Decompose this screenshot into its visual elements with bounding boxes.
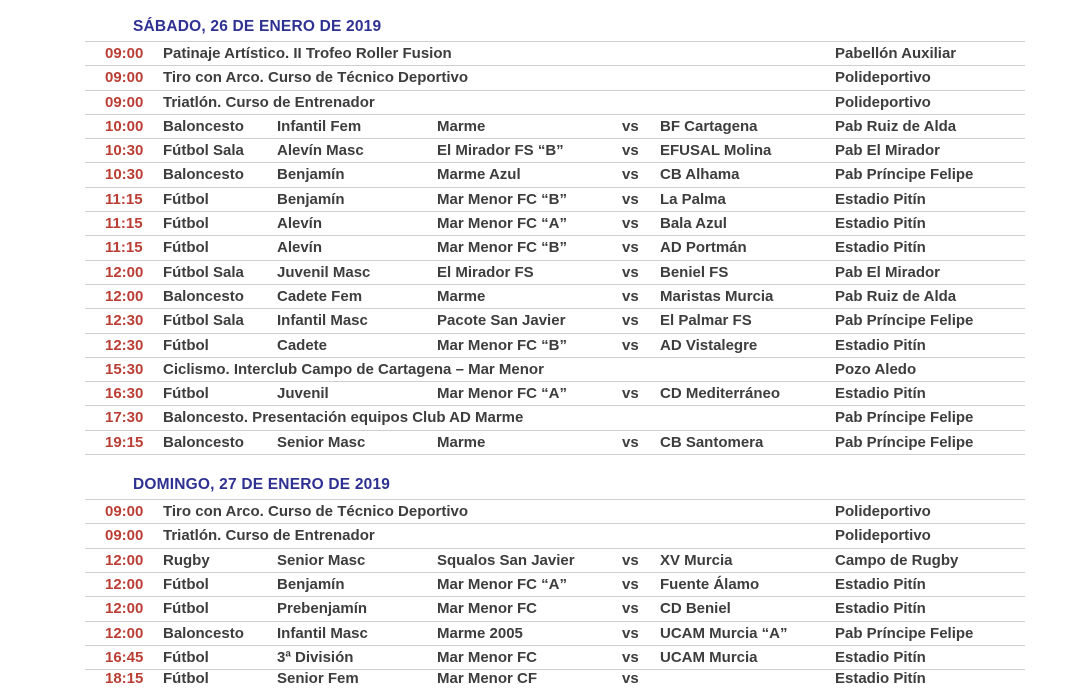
schedule-row: [85, 334, 1025, 358]
row-home-team: Mar Menor FC: [437, 648, 538, 666]
row-venue: Pab El Mirador: [835, 263, 941, 281]
row-home-team: Mar Menor FC “A”: [437, 215, 568, 233]
schedule-row: [85, 212, 1025, 236]
schedule-row: [85, 597, 1025, 621]
row-venue: Polideportivo: [835, 93, 931, 111]
section-rows: [85, 41, 1025, 455]
row-venue: Pab Ruiz de Alda: [835, 287, 957, 305]
row-away-team: CD Mediterráneo: [660, 385, 781, 403]
row-away-team: XV Murcia: [660, 551, 733, 569]
row-home-team: Mar Menor FC “A”: [437, 575, 568, 593]
row-away-team: CB Alhama: [660, 166, 740, 184]
row-sport: Fútbol: [163, 385, 209, 403]
section-rows: [85, 499, 1025, 693]
row-venue: Estadio Pitín: [835, 190, 926, 208]
schedule-row: [85, 573, 1025, 597]
row-time: 12:00: [105, 287, 144, 305]
row-venue: Pab Príncipe Felipe: [835, 433, 974, 451]
row-vs: vs: [622, 166, 639, 184]
row-sport: Tiro con Arco. Curso de Técnico Deportivo: [163, 69, 469, 87]
row-away-team: Fuente Álamo: [660, 575, 760, 593]
row-away-team: Maristas Murcia: [660, 287, 774, 305]
row-venue: Pozo Aledo: [835, 360, 917, 378]
row-sport: Baloncesto: [163, 433, 244, 451]
row-sport: Rugby: [163, 551, 210, 569]
row-vs: vs: [622, 433, 639, 451]
schedule-row: [85, 382, 1025, 406]
row-away-team: La Palma: [660, 190, 726, 208]
row-time: 12:00: [105, 551, 144, 569]
row-category: Benjamín: [277, 190, 345, 208]
row-vs: vs: [622, 142, 639, 160]
schedule-section: [85, 471, 1025, 693]
schedule-row: [85, 139, 1025, 163]
row-venue: Pabellón Auxiliar: [835, 45, 957, 62]
row-vs: vs: [622, 190, 639, 208]
row-vs: vs: [622, 239, 639, 257]
row-venue: Pab Príncipe Felipe: [835, 166, 974, 184]
row-vs: vs: [622, 551, 639, 569]
row-vs: vs: [622, 624, 639, 642]
row-category: Prebenjamín: [277, 600, 368, 618]
row-venue: Estadio Pitín: [835, 600, 926, 618]
schedule-row: [85, 163, 1025, 187]
schedule-row: [85, 406, 1025, 430]
row-sport: Fútbol: [163, 336, 209, 354]
row-sport: Fútbol: [163, 670, 209, 688]
row-vs: vs: [622, 600, 639, 618]
row-category: 3ª División: [277, 648, 354, 666]
schedule-row: [85, 188, 1025, 212]
row-venue: Pab Príncipe Felipe: [835, 624, 974, 642]
row-venue: Estadio Pitín: [835, 239, 926, 257]
row-home-team: Squalos San Javier: [437, 551, 575, 569]
row-time: 12:30: [105, 312, 144, 330]
schedule-row: [85, 622, 1025, 646]
row-venue: Campo de Rugby: [835, 551, 959, 569]
row-category: Cadete Fem: [277, 287, 363, 305]
row-home-team: Mar Menor FC “B”: [437, 336, 568, 354]
row-sport: Fútbol Sala: [163, 263, 244, 281]
row-venue: Pab Príncipe Felipe: [835, 409, 974, 427]
row-time: 16:30: [105, 385, 144, 403]
schedule-row: [85, 42, 1025, 66]
row-sport: Fútbol Sala: [163, 312, 244, 330]
row-time: 17:30: [105, 409, 144, 427]
row-sport: Baloncesto. Presentación equipos Club AD Marme: [163, 409, 524, 427]
row-sport: Fútbol: [163, 190, 209, 208]
row-category: Benjamín: [277, 575, 345, 593]
row-time: 12:00: [105, 575, 144, 593]
row-venue: Estadio Pitín: [835, 648, 926, 666]
row-sport: Fútbol: [163, 215, 209, 233]
row-category: Alevín: [277, 239, 323, 257]
row-home-team: Mar Menor FC “A”: [437, 385, 568, 403]
row-sport: Baloncesto: [163, 624, 244, 642]
schedule-section: [85, 13, 1025, 455]
row-category: Infantil Masc: [277, 624, 368, 642]
row-sport: Baloncesto: [163, 287, 244, 305]
row-venue: Estadio Pitín: [835, 215, 926, 233]
row-vs: vs: [622, 575, 639, 593]
row-category: Cadete: [277, 336, 328, 354]
row-venue: Pab Príncipe Felipe: [835, 312, 974, 330]
row-sport: Triatlón. Curso de Entrenador: [163, 93, 375, 111]
schedule-row: [85, 646, 1025, 670]
row-venue: Polideportivo: [835, 527, 931, 545]
schedule-row: [85, 115, 1025, 139]
schedule-row: [85, 309, 1025, 333]
row-home-team: Mar Menor FC “B”: [437, 190, 568, 208]
row-category: Juvenil Masc: [277, 263, 371, 281]
row-away-team: EFUSAL Molina: [660, 142, 772, 160]
row-home-team: El Mirador FS “B”: [437, 142, 564, 160]
row-time: 12:00: [105, 624, 144, 642]
row-time: 09:00: [105, 503, 144, 521]
row-sport: Fútbol: [163, 239, 209, 257]
row-venue: Pab Ruiz de Alda: [835, 117, 957, 135]
row-category: Senior Fem: [277, 670, 359, 688]
row-away-team: UCAM Murcia “A”: [660, 624, 788, 642]
row-away-team: UCAM Murcia: [660, 648, 758, 666]
row-time: 19:15: [105, 433, 144, 451]
row-venue: Estadio Pitín: [835, 670, 926, 688]
row-away-team: CD Beniel: [660, 600, 731, 618]
row-category: Benjamín: [277, 166, 345, 184]
row-sport: Baloncesto: [163, 117, 244, 135]
row-venue: Polideportivo: [835, 503, 931, 521]
row-venue: Polideportivo: [835, 69, 931, 87]
schedule-row: [85, 524, 1025, 548]
schedule: [85, 13, 1025, 693]
row-sport: Triatlón. Curso de Entrenador: [163, 527, 375, 545]
row-time: 11:15: [105, 190, 143, 208]
row-time: 09:00: [105, 527, 144, 545]
row-home-team: Marme: [437, 287, 486, 305]
row-time: 09:00: [105, 93, 144, 111]
row-sport: Fútbol: [163, 575, 209, 593]
row-time: 12:30: [105, 336, 144, 354]
section-title: SÁBADO, 26 DE ENERO DE 2019: [133, 18, 382, 35]
row-category: Alevín: [277, 215, 323, 233]
row-away-team: BF Cartagena: [660, 117, 758, 135]
row-venue: Estadio Pitín: [835, 385, 926, 403]
schedule-row: [85, 549, 1025, 573]
schedule-row: [85, 500, 1025, 524]
row-home-team: Pacote San Javier: [437, 312, 566, 330]
row-sport: Ciclismo. Interclub Campo de Cartagena – Mar Menor: [163, 360, 544, 378]
row-time: 10:30: [105, 142, 144, 160]
row-time: 11:15: [105, 215, 143, 233]
row-home-team: Marme: [437, 433, 486, 451]
row-category: Senior Masc: [277, 551, 366, 569]
row-sport: Fútbol: [163, 600, 209, 618]
row-time: 11:15: [105, 239, 143, 257]
section-title: DOMINGO, 27 DE ENERO DE 2019: [133, 476, 391, 494]
row-vs: vs: [622, 312, 639, 330]
row-vs: vs: [622, 215, 639, 233]
row-time: 18:15: [105, 670, 144, 688]
row-category: Infantil Masc: [277, 312, 368, 330]
row-category: Senior Masc: [277, 433, 366, 451]
row-time: 09:00: [105, 45, 144, 62]
row-vs: vs: [622, 336, 639, 354]
schedule-row: [85, 431, 1025, 455]
row-venue: Estadio Pitín: [835, 575, 926, 593]
row-category: Alevín Masc: [277, 142, 364, 160]
row-vs: vs: [622, 670, 639, 688]
row-category: Infantil Fem: [277, 117, 362, 135]
row-away-team: Beniel FS: [660, 263, 729, 281]
schedule-row: [85, 91, 1025, 115]
row-venue: Pab El Mirador: [835, 142, 941, 160]
row-sport: Fútbol: [163, 648, 209, 666]
schedule-row: [85, 66, 1025, 90]
row-time: 09:00: [105, 69, 144, 87]
row-sport: Baloncesto: [163, 166, 244, 184]
row-vs: vs: [622, 287, 639, 305]
row-home-team: Mar Menor CF: [437, 670, 538, 688]
row-away-team: El Palmar FS: [660, 312, 752, 330]
row-away-team: CB Santomera: [660, 433, 764, 451]
row-category: Juvenil: [277, 385, 329, 403]
row-away-team: AD Vistalegre: [660, 336, 758, 354]
row-time: 10:00: [105, 117, 144, 135]
row-home-team: Marme: [437, 117, 486, 135]
schedule-row: [85, 670, 1025, 693]
row-home-team: Marme 2005: [437, 624, 523, 642]
row-time: 12:00: [105, 263, 144, 281]
row-home-team: Mar Menor FC “B”: [437, 239, 568, 257]
row-away-team: AD Portmán: [660, 239, 747, 257]
row-home-team: El Mirador FS: [437, 263, 534, 281]
row-home-team: Marme Azul: [437, 166, 521, 184]
row-vs: vs: [622, 385, 639, 403]
row-sport: Fútbol Sala: [163, 142, 244, 160]
row-vs: vs: [622, 648, 639, 666]
row-sport: Tiro con Arco. Curso de Técnico Deportivo: [163, 503, 469, 521]
row-vs: vs: [622, 263, 639, 281]
row-time: 16:45: [105, 648, 144, 666]
schedule-row: [85, 358, 1025, 382]
row-time: 15:30: [105, 360, 144, 378]
row-away-team: Bala Azul: [660, 215, 727, 233]
row-sport: Patinaje Artístico. II Trofeo Roller Fusion: [163, 45, 452, 62]
row-venue: Estadio Pitín: [835, 336, 926, 354]
row-vs: vs: [622, 117, 639, 135]
row-home-team: Mar Menor FC: [437, 600, 538, 618]
schedule-row: [85, 285, 1025, 309]
row-time: 10:30: [105, 166, 144, 184]
schedule-row: [85, 261, 1025, 285]
row-time: 12:00: [105, 600, 144, 618]
schedule-row: [85, 236, 1025, 260]
